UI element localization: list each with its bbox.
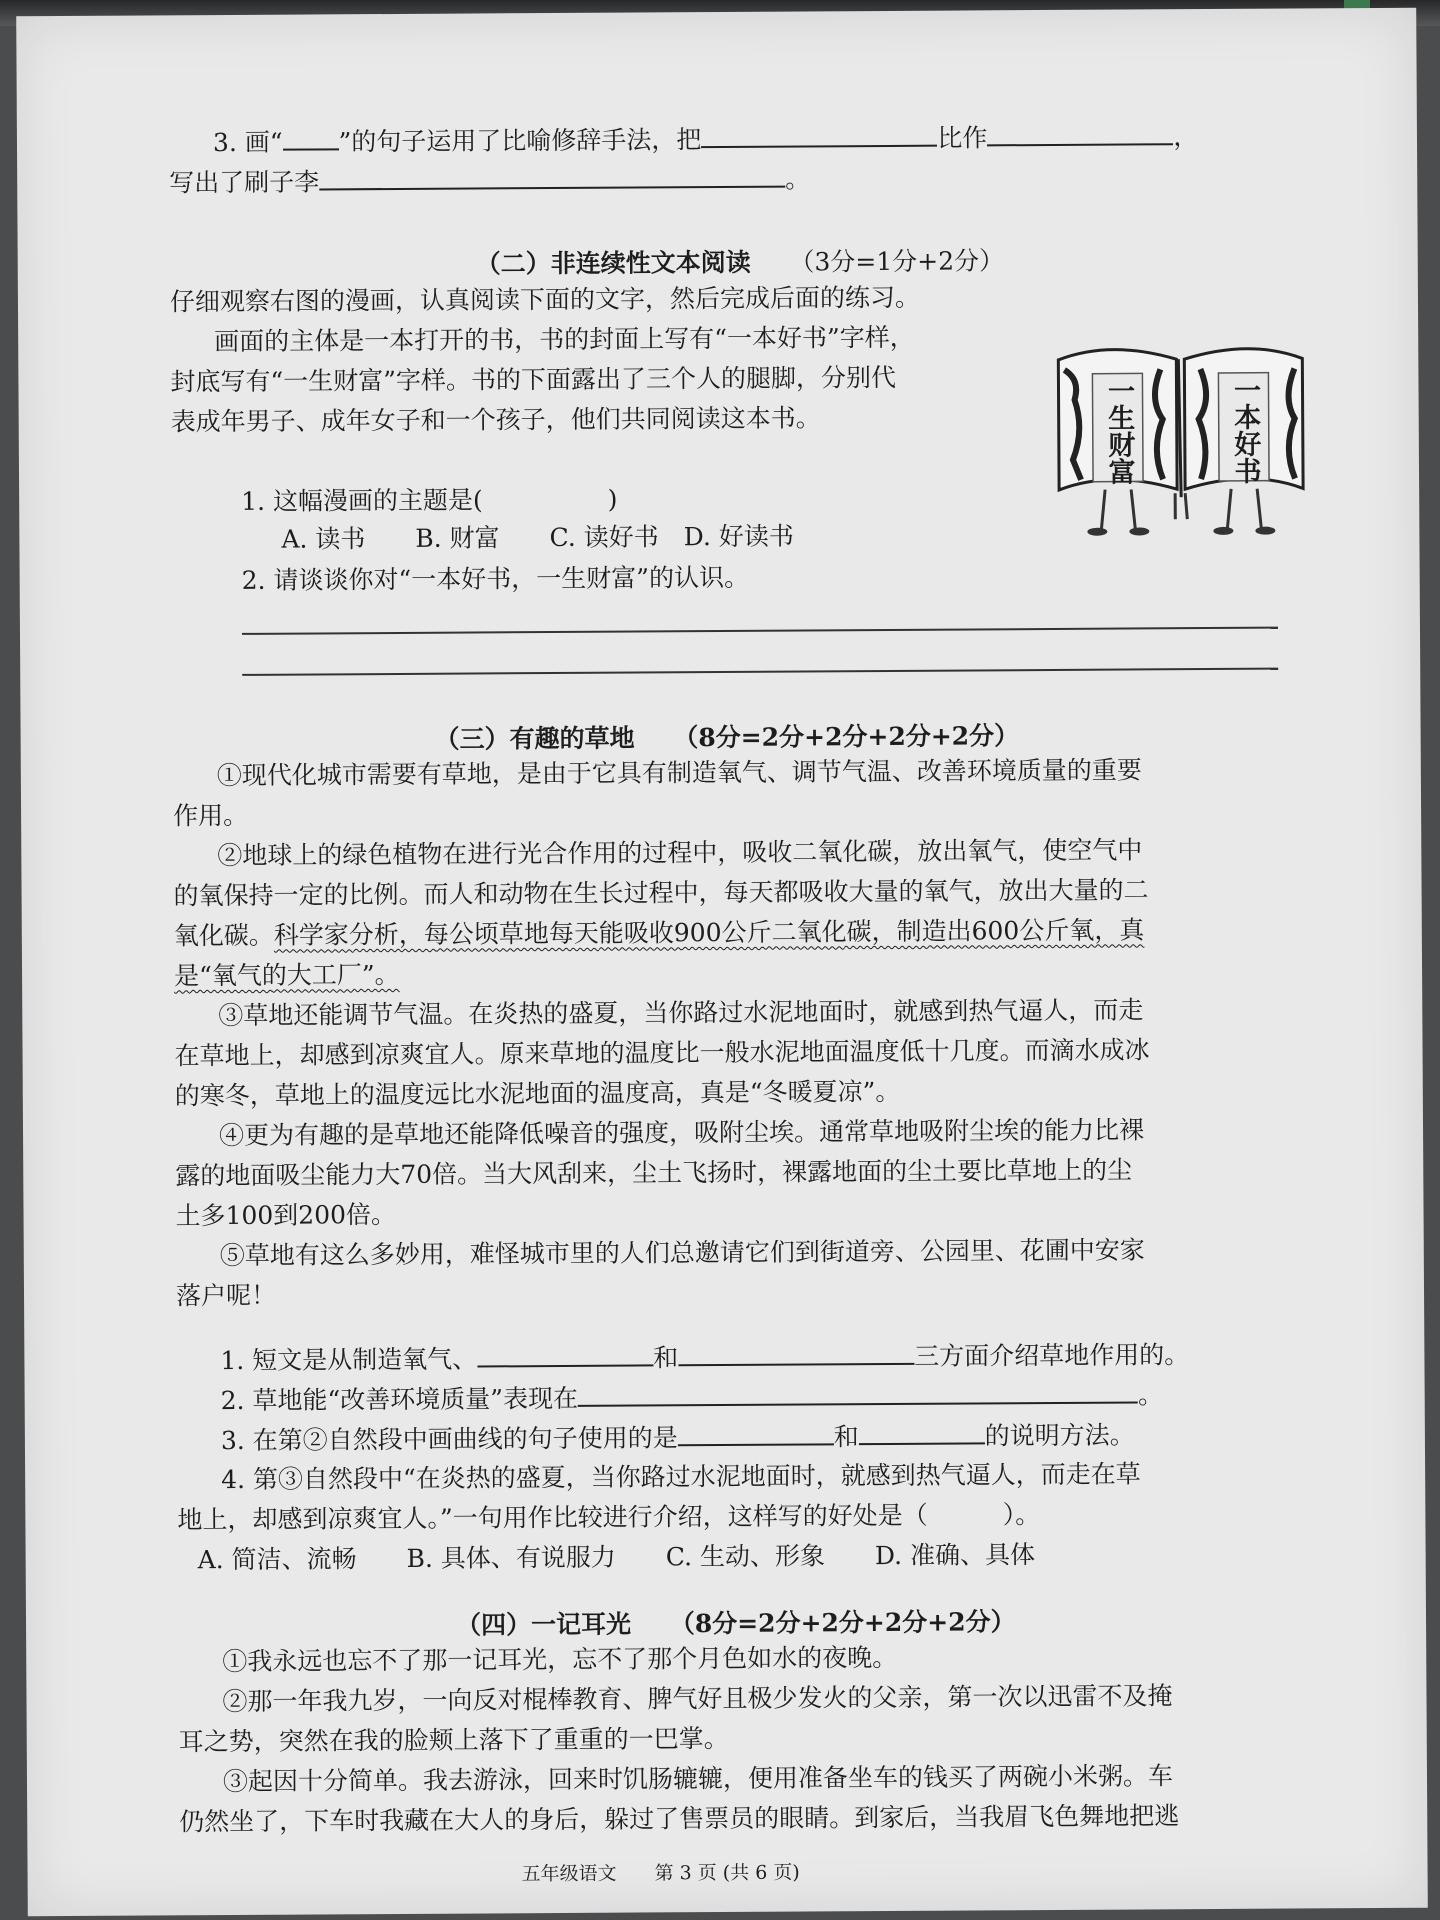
section3-paragraph: ④更为有趣的是草地还能降低噪音的强度，吸附尘埃。通常草地吸附尘埃的能力比裸 [218,1115,1145,1151]
section3-paragraph: 在草地上，却感到凉爽宜人。原来草地的温度比一般水泥地面温度低十几度。而滴水成冰 [174,1035,1150,1071]
q3-line2 [169,163,810,198]
section2-paragraph: 封底写有“一生财富”字样。书的下面露出了三个人的腿脚，分别代 [170,362,897,397]
section-title: （四）一记耳光 [455,1609,632,1640]
section3-paragraph: ③草地还能调节气温。在炎热的盛夏，当你路过水泥地面时，就感到热气逼人，而走 [218,995,1144,1031]
section3-paragraph: 的寒冬，草地上的温度远比水泥地面的温度高，真是“冬暖夏凉”。 [174,1076,901,1111]
question-text: 1. 短文是从制造氧气、 [220,1344,478,1376]
section4-paragraph: 耳之势，突然在我的脸颊上落下了重重的一巴掌。 [178,1723,729,1757]
section3-paragraph: ①现代化城市需要有草地，是由于它具有制造氧气、调节气温、改善环境质量的重要 [216,755,1142,791]
section2-paragraph: 表成年男子、成年女子和一个孩子，他们共同阅读这本书。 [170,403,821,437]
q3-text: 写出了刷子李 [169,167,320,198]
section3-question-4-options: A. 简洁、流畅 B. 具体、有说服力 C. 生动、形象 D. 准确、具体 [197,1540,1036,1575]
section3-question-4: 4. 第③自然段中“在炎热的盛夏，当你路过水泥地面时，就感到热气逼人，而走在草 [221,1459,1141,1495]
legs-icon [1185,493,1187,519]
q3-line1 [213,121,1199,158]
section3-title [435,716,1020,756]
legs-icon [1131,489,1135,529]
wavy-underlined-sentence: 是“氧气的大工厂”。 [173,959,400,991]
q3-text: ”的句子运用了比喻修辞手法，把 [338,125,702,157]
legs-icon [1257,489,1261,529]
section3-question-1 [220,1339,1189,1376]
answer-blank[interactable] [701,123,937,148]
answer-line[interactable] [242,627,1278,635]
section3-paragraph: 土多100到200倍。 [175,1199,397,1231]
wavy-underlined-sentence: 科学家分析，每公顷草地每天能吸收900公斤二氧化碳，制造出600公斤氧，真 [273,915,1145,950]
question-text: 和 [653,1343,679,1373]
section-title: （三）有趣的草地 [434,723,635,754]
section3-paragraph [174,960,400,991]
q3-text: 3. 画“ [212,127,283,158]
legs-icon [1101,490,1105,530]
section-title: （二）非连续性文本阅读 [475,247,751,279]
section3-paragraph: ⑤草地有这么多妙用，难怪城市里的人们总邀请它们到街道旁、公园里、花圃中安家 [219,1235,1145,1271]
section3-paragraph: 落户呢！ [175,1280,277,1311]
section-score: （8分=2分+2分+2分+2分） [669,1607,1016,1639]
section4-title [456,1602,1016,1641]
book-cartoon-illustration [1050,338,1311,540]
section4-paragraph: 仍然坐了，下车时我藏在大人的身后，躲过了售票员的眼睛。到家后，当我眉飞色舞地把逃 [179,1801,1180,1837]
answer-blank[interactable] [282,126,338,150]
section4-paragraph: ①我永远也忘不了那一记耳光，忘不了那个月色如水的夜晚。 [222,1642,898,1677]
feet-icon [1213,527,1233,535]
question-text: 三方面介绍草地作用的。 [914,1340,1190,1371]
book-spine [1178,359,1181,497]
question-text: 。 [1137,1380,1164,1410]
q3-text: 比作 [937,123,988,153]
page-footer: 五年级语文 第 3 页 (共 6 页) [521,1861,800,1886]
book-left-text: 一生财富 [1107,376,1136,489]
section-score: （3分=1分+2分） [789,246,1005,277]
answer-blank[interactable] [859,1420,985,1445]
answer-line[interactable] [242,668,1278,676]
section2-title [476,241,1005,280]
section4-paragraph: ③起因十分简单。我去游泳，回来时饥肠辘辘，便用准备坐车的钱买了两碗小米粥。车 [222,1761,1174,1797]
section3-paragraph: 作用。 [173,800,249,831]
q3-text: ， [1173,122,1199,152]
section2-question-2: 2. 请谈谈你对“一本好书，一生财富”的认识。 [241,562,750,595]
section3-paragraph [174,915,1145,951]
answer-blank[interactable] [319,164,785,191]
section3-paragraph: 露的地面吸尘能力大70倍。当大风刮来，尘土飞扬时，裸露地面的尘土要比草地上的尘 [175,1155,1133,1191]
section-score: （8分=2分+2分+2分+2分） [673,721,1020,753]
section3-paragraph: 的氧保持一定的比例。而人和动物在生长过程中，每天都吸收大量的氧气，放出大量的二 [173,875,1149,911]
section2-question-1: 1. 这幅漫画的主题是( ) [241,484,618,516]
question-text: 3. 在第②自然段中画曲线的句子使用的是 [220,1423,678,1456]
legs-icon [1227,489,1231,529]
section3-question-4: 地上，却感到凉爽宜人。”一句用作比较进行介绍，这样写的好处是（ ）。 [177,1500,1041,1535]
section2-intro: 仔细观察右图的漫画，认真阅读下面的文字，然后完成后面的练习。 [169,282,921,317]
answer-blank[interactable] [678,1341,914,1366]
question-text: 的说明方法。 [984,1420,1135,1451]
answer-blank[interactable] [477,1342,653,1367]
section4-paragraph: ②那一年我九岁，一向反对棍棒教育、脾气好且极少发火的父亲，第一次以迅雷不及掩 [222,1681,1173,1717]
question-text: 和 [833,1422,859,1452]
section3-question-2 [221,1379,1164,1416]
section3-paragraph: ②地球上的绿色植物在进行光合作用的过程中，吸收二氧化碳，放出氧气，使空气中 [217,835,1143,871]
answer-blank[interactable] [987,121,1173,146]
q3-text: 。 [785,164,811,194]
feet-icon [1129,527,1149,535]
section3-text: 氧化碳。 [173,920,274,951]
exam-page [16,8,1428,1917]
book-right-text: 一本好书 [1233,375,1262,488]
section3-question-3 [221,1419,1135,1456]
answer-blank[interactable] [678,1421,834,1446]
answer-blank[interactable] [578,1379,1138,1406]
feet-icon [1255,527,1275,535]
feet-icon [1087,528,1107,536]
section2-question-1-options: A. 读书 B. 财富 C. 读好书 D. 好读书 [281,521,794,554]
question-text: 2. 草地能“改善环境质量”表现在 [220,1383,579,1416]
section2-paragraph: 画面的主体是一本打开的书，书的封面上写有“一本好书”字样， [214,322,915,357]
